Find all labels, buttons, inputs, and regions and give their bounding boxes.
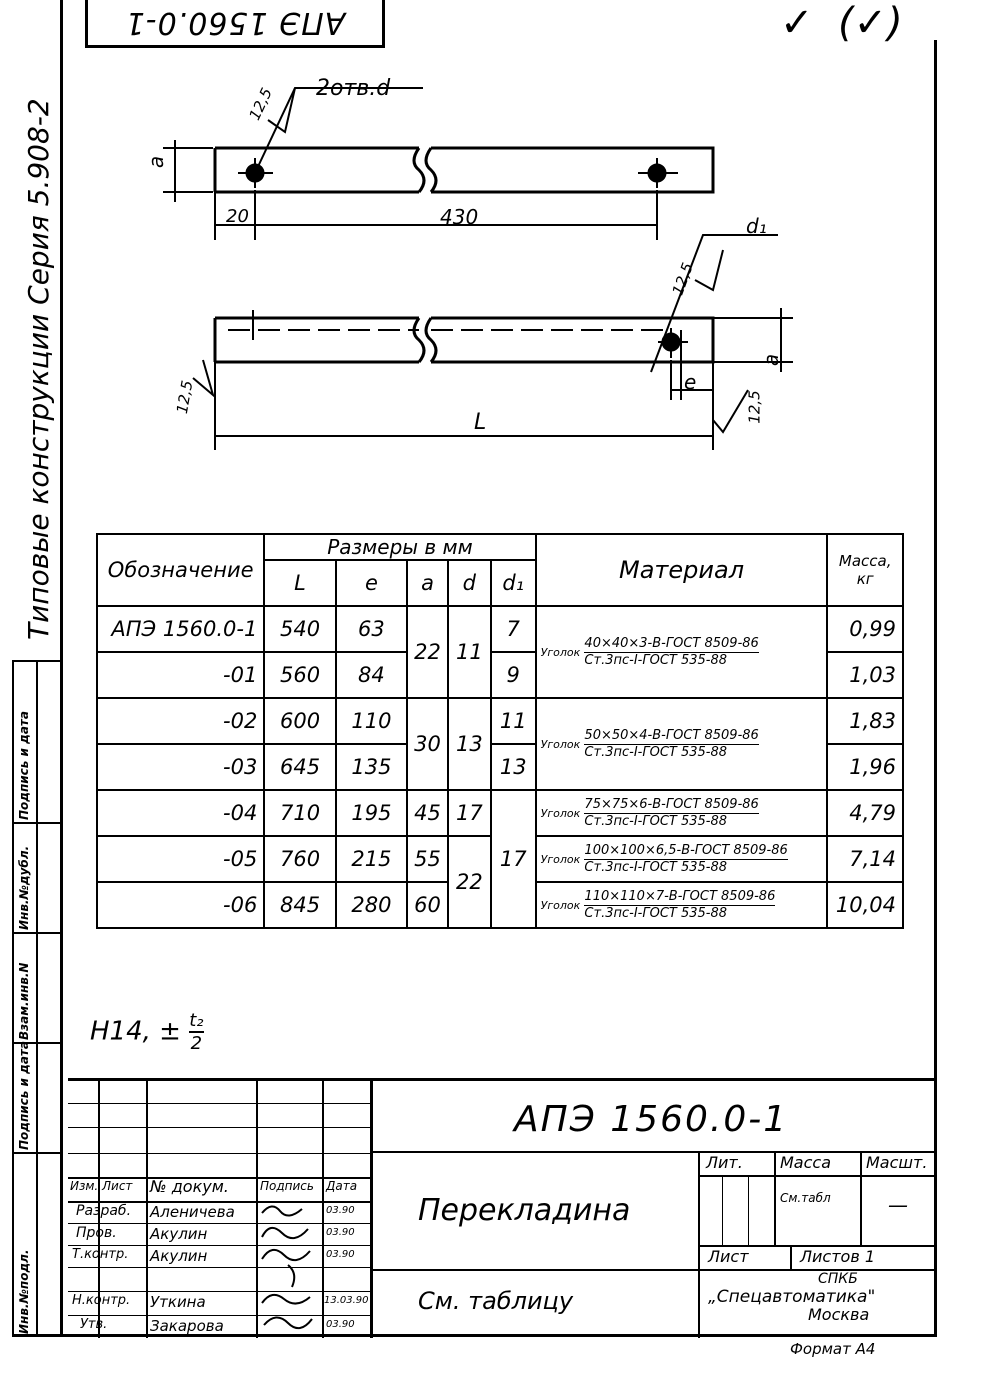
material-top: 50×50×4-В-ГОСТ 8509-86 xyxy=(584,727,759,743)
cell-material xyxy=(536,698,828,790)
cell-a: 45 xyxy=(407,790,448,836)
material-lead: Уголок xyxy=(540,806,581,820)
roughness-label-3: 12,5 xyxy=(172,378,197,416)
col-header-date: Дата xyxy=(326,1179,358,1193)
dim-430: 430 xyxy=(440,205,479,229)
side-signature-strip xyxy=(12,660,60,1337)
signatures-graphic xyxy=(258,1201,322,1335)
material-lead: Уголок xyxy=(540,645,581,659)
cell-a: 30 xyxy=(407,698,448,790)
tb-line xyxy=(68,1103,370,1104)
strip-divider xyxy=(36,662,38,1337)
lit-label: Лит. xyxy=(706,1153,743,1172)
material-bottom: Ст.3пс-Ī-ГОСТ 535-88 xyxy=(584,813,728,829)
cell-L: 760 xyxy=(264,836,335,882)
role-tkontr: Т.контр. xyxy=(72,1247,129,1262)
cell-designation: АПЭ 1560.0-1 xyxy=(97,606,264,652)
cell-mass: 1,96 xyxy=(827,744,903,790)
checkmark-mark: ✓ xyxy=(780,0,814,46)
roughness-label-4: 12,5 xyxy=(745,390,764,424)
org-line2: „Спецавтоматика" xyxy=(708,1287,876,1307)
material-lead: Уголок xyxy=(540,898,581,912)
name-tkontr: Акулин xyxy=(150,1247,208,1265)
material-top: 110×110×7-В-ГОСТ 8509-86 xyxy=(584,888,776,904)
material-lead: Уголок xyxy=(540,852,581,866)
date-nkontr: 13.03.90 xyxy=(324,1295,369,1306)
table-row xyxy=(97,790,903,836)
cell-a: 60 xyxy=(407,882,448,928)
strip-label-inv-podl: Инв.№подл. xyxy=(17,1249,31,1334)
dim-e: e xyxy=(684,370,697,394)
hole-label: 2отв.d xyxy=(316,76,391,101)
tb-line xyxy=(68,1223,370,1224)
cell-mass: 4,79 xyxy=(827,790,903,836)
cell-material xyxy=(536,882,828,928)
tb-line xyxy=(370,1081,373,1338)
tb-line xyxy=(790,1245,792,1269)
tb-line xyxy=(748,1175,749,1245)
cell-e: 110 xyxy=(336,698,407,744)
tb-line xyxy=(68,1315,370,1316)
material-top: 40×40×3-В-ГОСТ 8509-86 xyxy=(584,635,759,651)
cell-L: 540 xyxy=(264,606,335,652)
tb-line xyxy=(68,1153,370,1154)
mass-value: См.табл xyxy=(780,1191,831,1205)
material-lead: Уголок xyxy=(540,737,581,751)
date-razrab: 03.90 xyxy=(326,1205,355,1216)
cell-designation: -02 xyxy=(97,698,264,744)
role-utv: Утв. xyxy=(80,1317,108,1332)
header-d1: d₁ xyxy=(491,560,536,606)
header-mass xyxy=(827,534,903,606)
cell-material xyxy=(536,836,828,882)
cell-e: 215 xyxy=(336,836,407,882)
material-top: 75×75×6-В-ГОСТ 8509-86 xyxy=(584,796,759,812)
header-L: L xyxy=(264,560,335,606)
col-header-doc: № докум. xyxy=(150,1177,229,1196)
header-designation: Обозначение xyxy=(97,534,264,606)
date-utv: 03.90 xyxy=(326,1319,355,1330)
cell-e: 195 xyxy=(336,790,407,836)
header-a: a xyxy=(407,560,448,606)
cell-material xyxy=(536,606,828,698)
cell-designation: -04 xyxy=(97,790,264,836)
checkmark-in-circle: (✓) xyxy=(838,0,903,46)
cell-d: 17 xyxy=(448,790,491,836)
cell-designation: -01 xyxy=(97,652,264,698)
cell-d1: 13 xyxy=(491,744,536,790)
material-bottom: Ст.3пс-Ī-ГОСТ 535-88 xyxy=(584,859,728,875)
strip-label-sign-date-2: Подпись и дата xyxy=(17,711,31,820)
material-bottom: Ст.3пс-Ī-ГОСТ 535-88 xyxy=(584,652,728,668)
tb-line xyxy=(68,1127,370,1128)
part-drawing xyxy=(63,40,933,470)
header-mass-line2: кг xyxy=(856,570,874,588)
dim-a-top: a xyxy=(144,155,169,169)
header-material: Материал xyxy=(536,534,828,606)
tolerance-numerator: t₂ xyxy=(189,1010,204,1031)
cell-L: 560 xyxy=(264,652,335,698)
material-bottom: Ст.3пс-Ī-ГОСТ 535-88 xyxy=(584,744,728,760)
strip-label-inv-dubl: Инв.№дубл. xyxy=(17,845,31,930)
org-line1: СПКБ xyxy=(818,1271,858,1287)
tb-line xyxy=(68,1245,370,1246)
name-razrab: Аленичева xyxy=(150,1203,235,1221)
header-d: d xyxy=(448,560,491,606)
sheets-label: Листов 1 xyxy=(800,1247,876,1266)
header-e: e xyxy=(336,560,407,606)
dim-20: 20 xyxy=(226,206,249,227)
cell-d: 13 xyxy=(448,698,491,790)
cell-mass: 1,83 xyxy=(827,698,903,744)
cell-L: 710 xyxy=(264,790,335,836)
roughness-label-1: 12,5 xyxy=(245,85,276,123)
table-row xyxy=(97,606,903,652)
cell-d1: 11 xyxy=(491,698,536,744)
cell-d: 22 xyxy=(448,836,491,928)
format-label: Формат А4 xyxy=(790,1340,876,1358)
cell-d1: 9 xyxy=(491,652,536,698)
col-header-sign: Подпись xyxy=(260,1179,314,1193)
cell-material xyxy=(536,790,828,836)
material-bottom: Ст.3пс-Ī-ГОСТ 535-88 xyxy=(584,905,728,921)
name-prov: Акулин xyxy=(150,1225,208,1243)
cell-d1: 7 xyxy=(491,606,536,652)
tolerance-pm: ± xyxy=(159,1016,181,1047)
cell-a: 55 xyxy=(407,836,448,882)
strip-divider xyxy=(14,1152,60,1154)
org-line3: Москва xyxy=(808,1305,870,1324)
tb-line xyxy=(68,1267,370,1268)
cell-d: 11 xyxy=(448,606,491,698)
header-mass-line1: Масса, xyxy=(838,552,892,570)
doc-code: АПЭ 1560.0-1 xyxy=(514,1099,789,1140)
strip-label-sign-date: Подпись и дата xyxy=(17,1041,31,1150)
title-block xyxy=(68,1078,936,1335)
cell-mass: 7,14 xyxy=(827,836,903,882)
strip-label-vzam: Взам.инв.N xyxy=(17,962,31,1040)
tolerance-denominator: 2 xyxy=(190,1033,203,1054)
header-sizes: Размеры в мм xyxy=(264,534,535,560)
date-prov: 03.90 xyxy=(326,1227,355,1238)
name-nkontr: Уткина xyxy=(150,1293,206,1311)
see-table: См. таблицу xyxy=(418,1287,574,1315)
cell-e: 63 xyxy=(336,606,407,652)
cell-e: 280 xyxy=(336,882,407,928)
cell-L: 600 xyxy=(264,698,335,744)
tb-line xyxy=(774,1151,776,1247)
cell-designation: -03 xyxy=(97,744,264,790)
mass-label: Масса xyxy=(780,1153,832,1172)
specification-table xyxy=(96,533,904,929)
series-vertical-label: Типовые конструкции Серия 5.908-2 xyxy=(22,98,55,640)
cell-designation: -06 xyxy=(97,882,264,928)
cell-d1-merged: 17 xyxy=(491,790,536,928)
dim-L: L xyxy=(474,410,487,435)
cell-L: 845 xyxy=(264,882,335,928)
table-row xyxy=(97,698,903,744)
dim-d1: d₁ xyxy=(746,214,767,238)
cell-e: 135 xyxy=(336,744,407,790)
tb-line xyxy=(146,1081,148,1338)
role-razrab: Разраб. xyxy=(76,1203,132,1219)
tb-line xyxy=(722,1175,723,1245)
role-prov: Пров. xyxy=(76,1225,117,1241)
cell-mass: 10,04 xyxy=(827,882,903,928)
name-utv: Закарова xyxy=(150,1317,224,1335)
cell-designation: -05 xyxy=(97,836,264,882)
tb-line xyxy=(370,1151,936,1153)
cell-a: 22 xyxy=(407,606,448,698)
tb-line xyxy=(860,1151,862,1247)
tolerance-text: H14, xyxy=(90,1016,151,1047)
mirrored-code-text: АПЭ 1560.0-1 xyxy=(124,5,346,40)
sheet-label: Лист xyxy=(708,1247,749,1266)
cell-mass: 1,03 xyxy=(827,652,903,698)
tb-line xyxy=(698,1175,936,1177)
cell-L: 645 xyxy=(264,744,335,790)
material-top: 100×100×6,5-В-ГОСТ 8509-86 xyxy=(584,842,788,858)
tolerance-note xyxy=(90,1010,204,1054)
strip-divider xyxy=(14,822,60,824)
cell-e: 84 xyxy=(336,652,407,698)
col-header-list: Лист xyxy=(102,1179,133,1193)
part-name: Перекладина xyxy=(418,1193,631,1228)
role-nkontr: Н.контр. xyxy=(72,1293,131,1308)
date-tkontr: 03.90 xyxy=(326,1249,355,1260)
scale-value: — xyxy=(888,1193,908,1217)
tb-line xyxy=(68,1291,370,1292)
cell-mass: 0,99 xyxy=(827,606,903,652)
strip-divider xyxy=(14,932,60,934)
scale-label: Масшт. xyxy=(866,1153,928,1172)
dim-a-bottom: a xyxy=(759,353,784,367)
roughness-label-2: 12,5 xyxy=(668,260,697,298)
col-header-izm: Изм. xyxy=(70,1179,99,1193)
